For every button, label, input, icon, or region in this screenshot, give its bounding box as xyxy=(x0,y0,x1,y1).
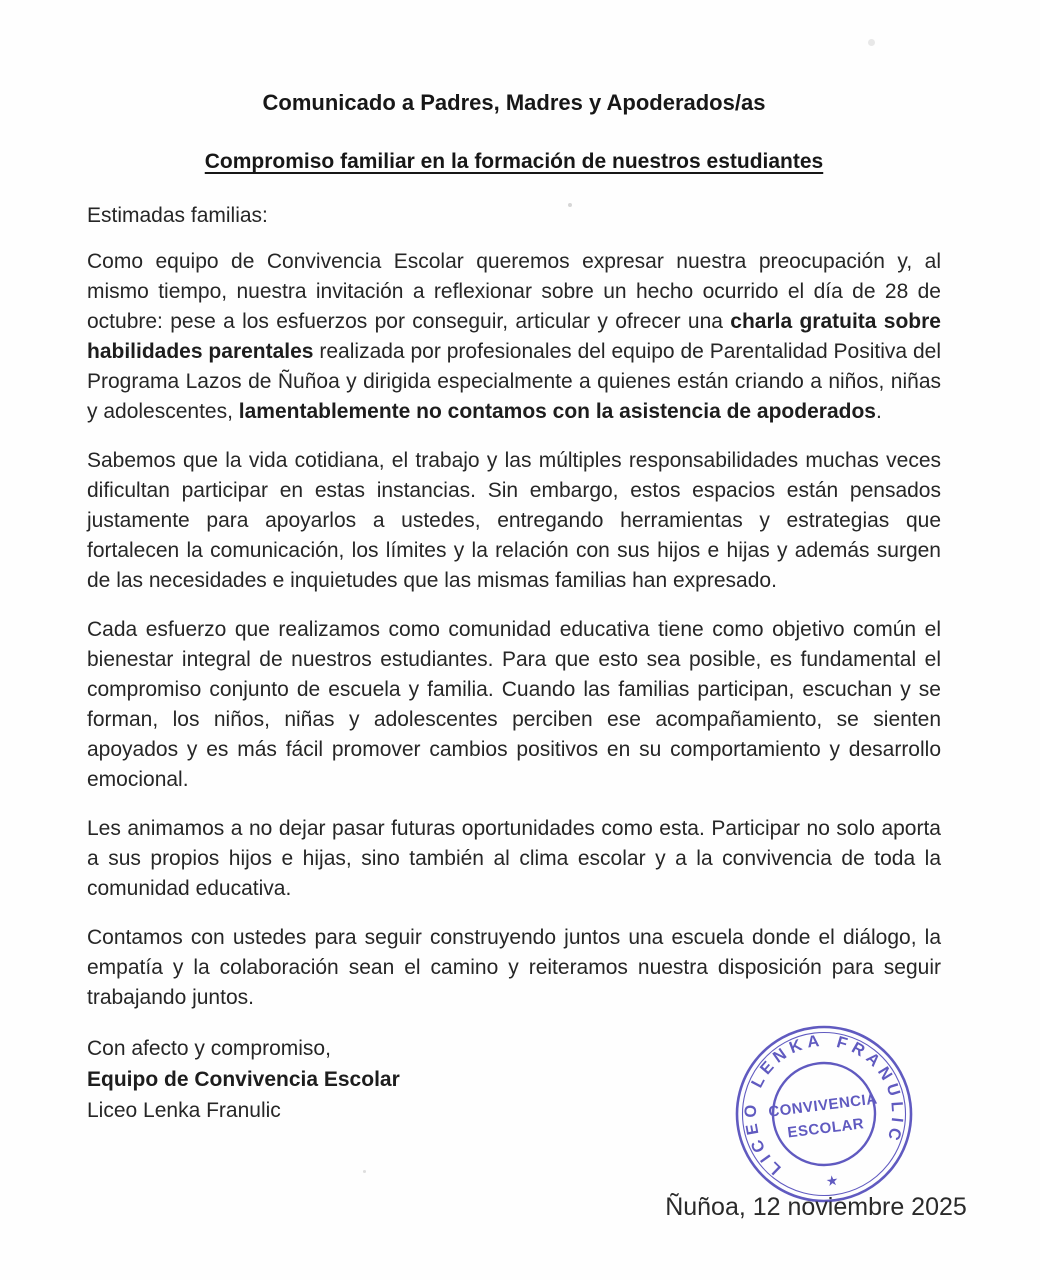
document-subtitle: Compromiso familiar en la formación de nuestros estudiantes xyxy=(204,150,824,173)
text-run: Contamos con ustedes para seguir construyendo juntos una escuela donde el diálogo, la empatía y la colaboración sean el camino y reiteramos nuestra disposición para seguir trabajando juntos. xyxy=(87,926,941,1009)
paragraph xyxy=(87,814,941,904)
bold-text-run: lamentablemente no contamos con la asistencia de apoderados xyxy=(238,400,876,423)
text-run: Les animamos a no dejar pasar futuras oportunidades como esta. Participar no solo aporta a sus propios hijos e hijas, sino también al clima escolar y a la convivencia de toda la comunidad educativa. xyxy=(87,817,941,900)
stamp-outer-text: LICEO LENKA FRANULIC xyxy=(741,1031,907,1178)
paragraph xyxy=(87,446,941,596)
stamp-star-icon: ★ xyxy=(824,1171,840,1190)
scan-speck xyxy=(363,1170,366,1173)
closing-team-name: Equipo de Convivencia Escolar xyxy=(87,1068,400,1091)
stamp-inner-text-line2: ESCOLAR xyxy=(786,1115,865,1142)
page-title: Comunicado a Padres, Madres y Apoderados/as xyxy=(262,90,766,115)
dateline: Ñuñoa, 12 noviembre 2025 xyxy=(665,1193,967,1221)
stamp-outer-ring-inner-line xyxy=(733,1023,915,1205)
text-run: Cada esfuerzo que realizamos como comunidad educativa tiene como objetivo común el bienestar integral de nuestros estudiantes. Para que esto sea posible, es fundamental el compromiso conjunto de escuela y familia. Cuando las familias participan, escuchan y se forman, los niños, niñas y adolescentes perciben ese acompañamiento, se sienten apoyados y es más fácil promover cambios positivos en su comportamiento y desarrollo emocional. xyxy=(87,618,941,791)
text-run: realizada por profesionales del equipo de Parentalidad Positiva del Programa Lazos de Ñuñoa y dirigida especialmente a quienes están criando a niños, niñas y adolescentes, xyxy=(87,340,941,423)
stamp-inner-text-line1: CONVIVENCIA xyxy=(767,1090,879,1121)
stamp-seal xyxy=(724,1014,924,1214)
paragraph xyxy=(87,615,941,795)
text-run: Como equipo de Convivencia Escolar queremos expresar nuestra preocupación y, al mismo tiempo, nuestra invitación a reflexionar sobre un hecho ocurrido el día de 28 de octubre: pese a los esfuerzos por conseguir, articular y ofrecer una xyxy=(87,250,941,333)
paragraph xyxy=(87,923,941,1013)
salutation: Estimadas familias: xyxy=(87,204,268,227)
closing-farewell: Con afecto y compromiso, xyxy=(87,1037,331,1060)
closing-school-name: Liceo Lenka Franulic xyxy=(87,1099,281,1122)
text-run: . xyxy=(875,400,882,423)
scan-speck xyxy=(868,39,875,46)
paragraphs xyxy=(87,247,941,1013)
text-run: Sabemos que la vida cotidiana, el trabajo y las múltiples responsabilidades muchas veces dificultan participar en estas instancias. Sin embargo, estos espacios están pensados justamente para apoyarlos a ustedes, entregando herramientas y estrategias que fortalecen la comunicación, los límites y la relación con sus hijos e hijas y además surgen de las necesidades e inquietudes que las mismas familias han expresado. xyxy=(87,449,941,592)
paragraph xyxy=(87,247,941,427)
bold-text-run: charla gratuita sobre habilidades parentales xyxy=(87,310,941,363)
scan-speck xyxy=(568,203,572,207)
